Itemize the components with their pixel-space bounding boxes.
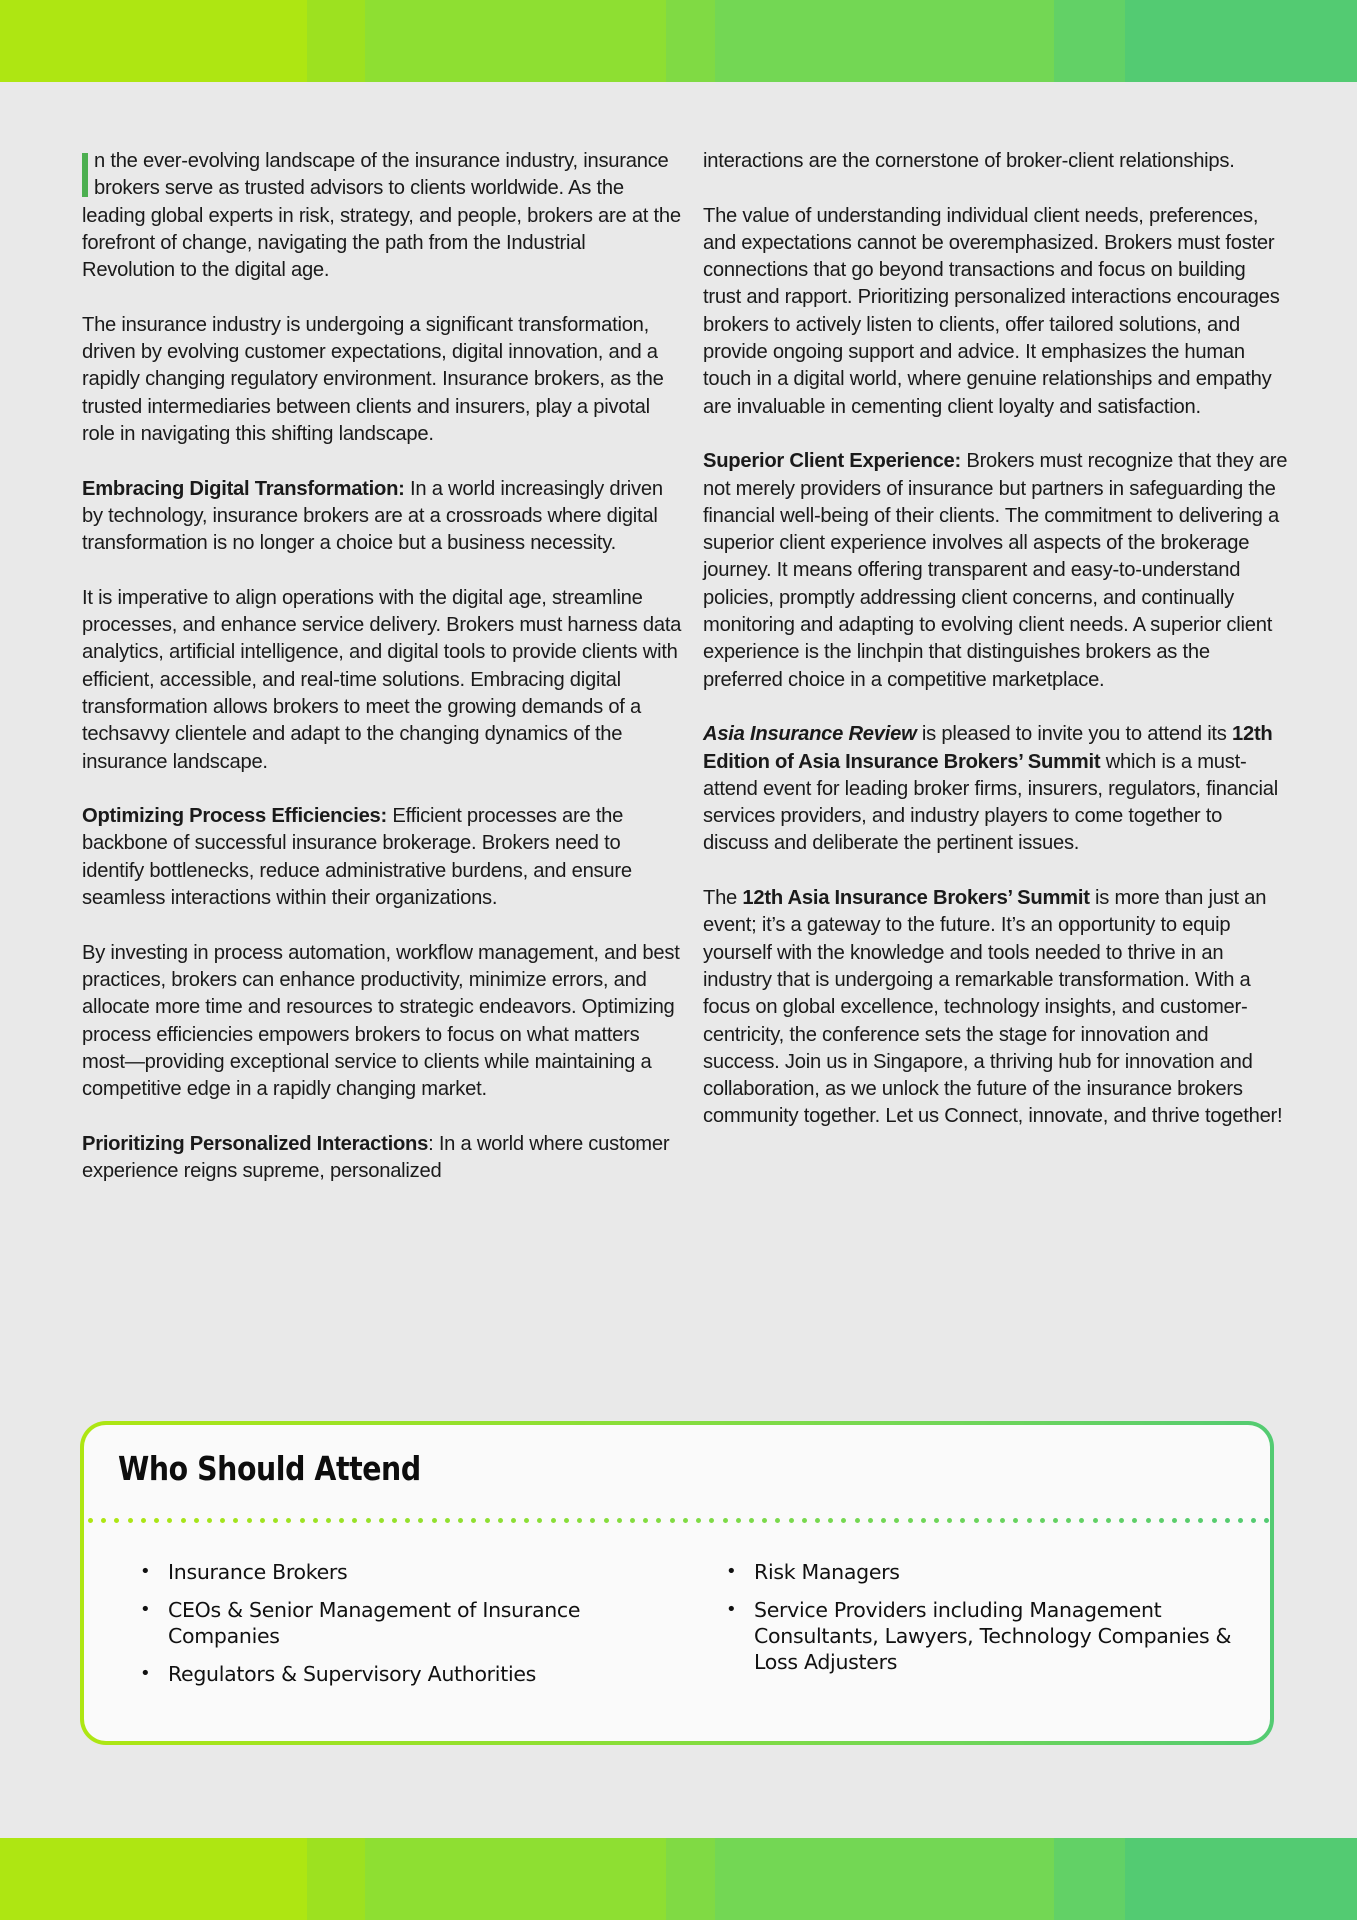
divider-dot [141, 1518, 146, 1523]
banner-band [0, 1838, 307, 1920]
divider-dot [564, 1518, 569, 1523]
divider-dot [604, 1518, 609, 1523]
process-efficiencies-paragraph: Optimizing Process Efficiencies: Efficient processes are the backbone of successful insurance brokerage. Brokers need to identify bottlenecks, reduce administrative burdens, and ensure seamless interactions within their organizations. [82, 805, 632, 910]
attendee-list-right [726, 1559, 1246, 1687]
divider-dot [696, 1518, 701, 1523]
attendee-list-item: • CEOs & Senior Management of Insurance Companies [140, 1597, 660, 1649]
article-left-column [82, 148, 682, 1213]
divider-dot [432, 1518, 437, 1523]
divider-dot [577, 1518, 582, 1523]
article-body [82, 148, 1288, 1213]
who-should-attend-box [80, 1421, 1274, 1745]
divider-dot [630, 1518, 635, 1523]
divider-dot [590, 1518, 595, 1523]
divider-dot [617, 1518, 622, 1523]
divider-dot [841, 1518, 846, 1523]
dotted-divider [88, 1518, 1270, 1523]
divider-dot [286, 1518, 291, 1523]
divider-dot [855, 1518, 860, 1523]
divider-dot [789, 1518, 794, 1523]
divider-dot [670, 1518, 675, 1523]
who-should-attend-title: Who Should Attend [118, 1449, 421, 1488]
divider-dot [392, 1518, 397, 1523]
divider-dot [167, 1518, 172, 1523]
client-experience-paragraph: Superior Client Experience: Brokers must recognize that they are not merely providers of insurance but partners in safeguarding the financial well-being of their clients. The commitment to delivering a superior client experience involves all aspects of the brokerage journey. It means offering transparent and easy-to-understand policies, promptly addressing client concerns, and continually monitoring and adapting to evolving client needs. A superior client experience is the linchpin that distinguishes brokers as the preferred choice in a competitive marketplace. [703, 450, 1288, 691]
divider-dot [1212, 1518, 1217, 1523]
divider-dot [313, 1518, 318, 1523]
section-heading: Optimizing Process Efficiencies: [82, 805, 387, 828]
divider-dot [802, 1518, 807, 1523]
divider-dot [352, 1518, 357, 1523]
divider-dot [894, 1518, 899, 1523]
divider-dot [1093, 1518, 1098, 1523]
divider-dot [709, 1518, 714, 1523]
divider-dot [749, 1518, 754, 1523]
divider-dot [974, 1518, 979, 1523]
divider-dot [260, 1518, 265, 1523]
process-automation-paragraph: By investing in process automation, workflow management, and best practices, brokers can enhance productivity, minimize errors, and allocate more time and resources to strategic endeavors. Optimizing process efficiencies empowers brokers to focus on what matters most—providing exceptional service to clients while maintaining a competitive edge in a rapidly changing market. [82, 941, 680, 1101]
section-heading: Superior Client Experience: [703, 450, 962, 473]
bottom-banner [0, 1838, 1357, 1920]
banner-band [1125, 1838, 1357, 1920]
divider-dot [273, 1518, 278, 1523]
divider-dot [881, 1518, 886, 1523]
divider-dot [1146, 1518, 1151, 1523]
divider-dot [947, 1518, 952, 1523]
divider-dot [418, 1518, 423, 1523]
divider-dot [815, 1518, 820, 1523]
banner-band [715, 0, 1054, 82]
divider-dot [775, 1518, 780, 1523]
banner-band [307, 1838, 365, 1920]
divider-dot [908, 1518, 913, 1523]
divider-dot [960, 1518, 965, 1523]
attendee-list-item: • Risk Managers [726, 1559, 1246, 1585]
divider-dot [233, 1518, 238, 1523]
divider-dot [643, 1518, 648, 1523]
banner-band [666, 1838, 715, 1920]
banner-band [1054, 1838, 1125, 1920]
attendee-list-left [140, 1559, 660, 1699]
divider-dot [551, 1518, 556, 1523]
divider-dot [181, 1518, 186, 1523]
divider-dot [128, 1518, 133, 1523]
divider-dot [524, 1518, 529, 1523]
divider-dot [326, 1518, 331, 1523]
summit-name: 12th Asia Insurance Brokers’ Summit [742, 887, 1090, 910]
divider-dot [1027, 1518, 1032, 1523]
divider-dot [537, 1518, 542, 1523]
section-heading: Embracing Digital Transformation: [82, 477, 405, 500]
divider-dot [194, 1518, 199, 1523]
divider-dot [736, 1518, 741, 1523]
divider-dot [114, 1518, 119, 1523]
divider-dot [987, 1518, 992, 1523]
divider-dot [762, 1518, 767, 1523]
divider-dot [445, 1518, 450, 1523]
dropcap-bar [82, 153, 88, 197]
divider-dot [379, 1518, 384, 1523]
divider-dot [1013, 1518, 1018, 1523]
divider-dot [1040, 1518, 1045, 1523]
divider-dot [485, 1518, 490, 1523]
banner-band [365, 0, 666, 82]
invitation-paragraph: Asia Insurance Review is pleased to invite you to attend its 12th Edition of Asia Insurance Brokers’ Summit which is a must-attend event for leading broker firms, insurers, regulators, financial services providers, and industry players to come together to discuss and deliberate the pertinent issues. [703, 723, 1278, 855]
divider-dot [300, 1518, 305, 1523]
banner-band [365, 1838, 666, 1920]
divider-dot [656, 1518, 661, 1523]
divider-dot [220, 1518, 225, 1523]
digital-transformation-paragraph: Embracing Digital Transformation: In a world increasingly driven by technology, insurance brokers are at a crossroads where digital transformation is no longer a choice but a business necessity. [82, 477, 663, 555]
divider-dot [458, 1518, 463, 1523]
client-needs-paragraph: The value of understanding individual client needs, preferences, and expectations cannot be overemphasized. Brokers must foster connections that go beyond transactions and focus on building trust and rapport. Prioritizing personalized interactions encourages brokers to actively listen to clients, offer tailored solutions, and provide ongoing support and advice. It emphasizes the human touch in a digital world, where genuine relationships and empathy are invaluable in cementing client loyalty and satisfaction. [703, 204, 1280, 418]
divider-dot [828, 1518, 833, 1523]
publication-name: Asia Insurance Review [703, 723, 917, 746]
divider-dot [405, 1518, 410, 1523]
divider-dot [101, 1518, 106, 1523]
top-banner [0, 0, 1357, 82]
divider-dot [1238, 1518, 1243, 1523]
divider-dot [1172, 1518, 1177, 1523]
divider-dot [1106, 1518, 1111, 1523]
attendee-list-item: • Insurance Brokers [140, 1559, 660, 1585]
divider-dot [1119, 1518, 1124, 1523]
banner-band [0, 0, 307, 82]
personalized-interactions-paragraph: Prioritizing Personalized Interactions: In a world where customer experience reigns supreme, personalized [82, 1132, 670, 1182]
summit-name: 12th Edition of Asia Insurance Brokers’ Summit [703, 723, 1273, 773]
divider-dot [1225, 1518, 1230, 1523]
divider-dot [868, 1518, 873, 1523]
article-right-column [703, 148, 1288, 1158]
divider-dot [1264, 1518, 1269, 1523]
divider-dot [498, 1518, 503, 1523]
divider-dot [247, 1518, 252, 1523]
divider-dot [723, 1518, 728, 1523]
intro-paragraph: n the ever-evolving landscape of the insurance industry, insurance brokers serve as trusted advisors to clients worldwide. As the leading global experts in risk, strategy, and people, brokers are at the forefront of change, navigating the path from the Industrial Revolution to the digital age. [82, 150, 681, 282]
divider-dot [1066, 1518, 1071, 1523]
divider-dot [1185, 1518, 1190, 1523]
industry-paragraph: The insurance industry is undergoing a significant transformation, driven by evolving customer expectations, digital innovation, and a rapidly changing regulatory environment. Insurance brokers, as the trusted intermediaries between clients and insurers, play a pivotal role in navigating this shifting landscape. [82, 313, 664, 445]
banner-band [1054, 0, 1125, 82]
divider-dot [1132, 1518, 1137, 1523]
section-heading: Prioritizing Personalized Interactions [82, 1132, 429, 1155]
banner-band [715, 1838, 1054, 1920]
divider-dot [471, 1518, 476, 1523]
divider-dot [511, 1518, 516, 1523]
divider-dot [1198, 1518, 1203, 1523]
digital-alignment-paragraph: It is imperative to align operations with the digital age, streamline processes, and enhance service delivery. Brokers must harness data analytics, artificial intelligence, and digital tools to provide clients with efficient, accessible, and real-time solutions. Embracing digital transformation allows brokers to meet the growing demands of a techsavvy clientele and adapt to the changing dynamics of the insurance landscape. [82, 586, 682, 773]
divider-dot [683, 1518, 688, 1523]
divider-dot [154, 1518, 159, 1523]
divider-dot [1251, 1518, 1256, 1523]
divider-dot [1159, 1518, 1164, 1523]
personalized-continued-paragraph: interactions are the cornerstone of broker-client relationships. [703, 150, 1235, 172]
divider-dot [339, 1518, 344, 1523]
divider-dot [88, 1518, 93, 1523]
divider-dot [366, 1518, 371, 1523]
divider-dot [1053, 1518, 1058, 1523]
banner-band [1125, 0, 1357, 82]
divider-dot [934, 1518, 939, 1523]
divider-dot [921, 1518, 926, 1523]
banner-band [666, 0, 715, 82]
banner-band [307, 0, 365, 82]
divider-dot [207, 1518, 212, 1523]
attendee-list-item: • Regulators & Supervisory Authorities [140, 1661, 660, 1687]
attendee-list-item: • Service Providers including Management Consultants, Lawyers, Technology Companies & Loss Adjusters [726, 1597, 1246, 1675]
divider-dot [1079, 1518, 1084, 1523]
summit-paragraph: The 12th Asia Insurance Brokers’ Summit is more than just an event; it’s a gateway to the future. It’s an opportunity to equip yourself with the knowledge and tools needed to thrive in an industry that is undergoing a remarkable transformation. With a focus on global excellence, technology insights, and customer-centricity, the conference sets the stage for innovation and success. Join us in Singapore, a thriving hub for innovation and collaboration, as we unlock the future of the insurance brokers community together. Let us Connect, innovate, and thrive together! [703, 887, 1283, 1128]
divider-dot [1000, 1518, 1005, 1523]
who-should-attend-panel [84, 1425, 1270, 1741]
